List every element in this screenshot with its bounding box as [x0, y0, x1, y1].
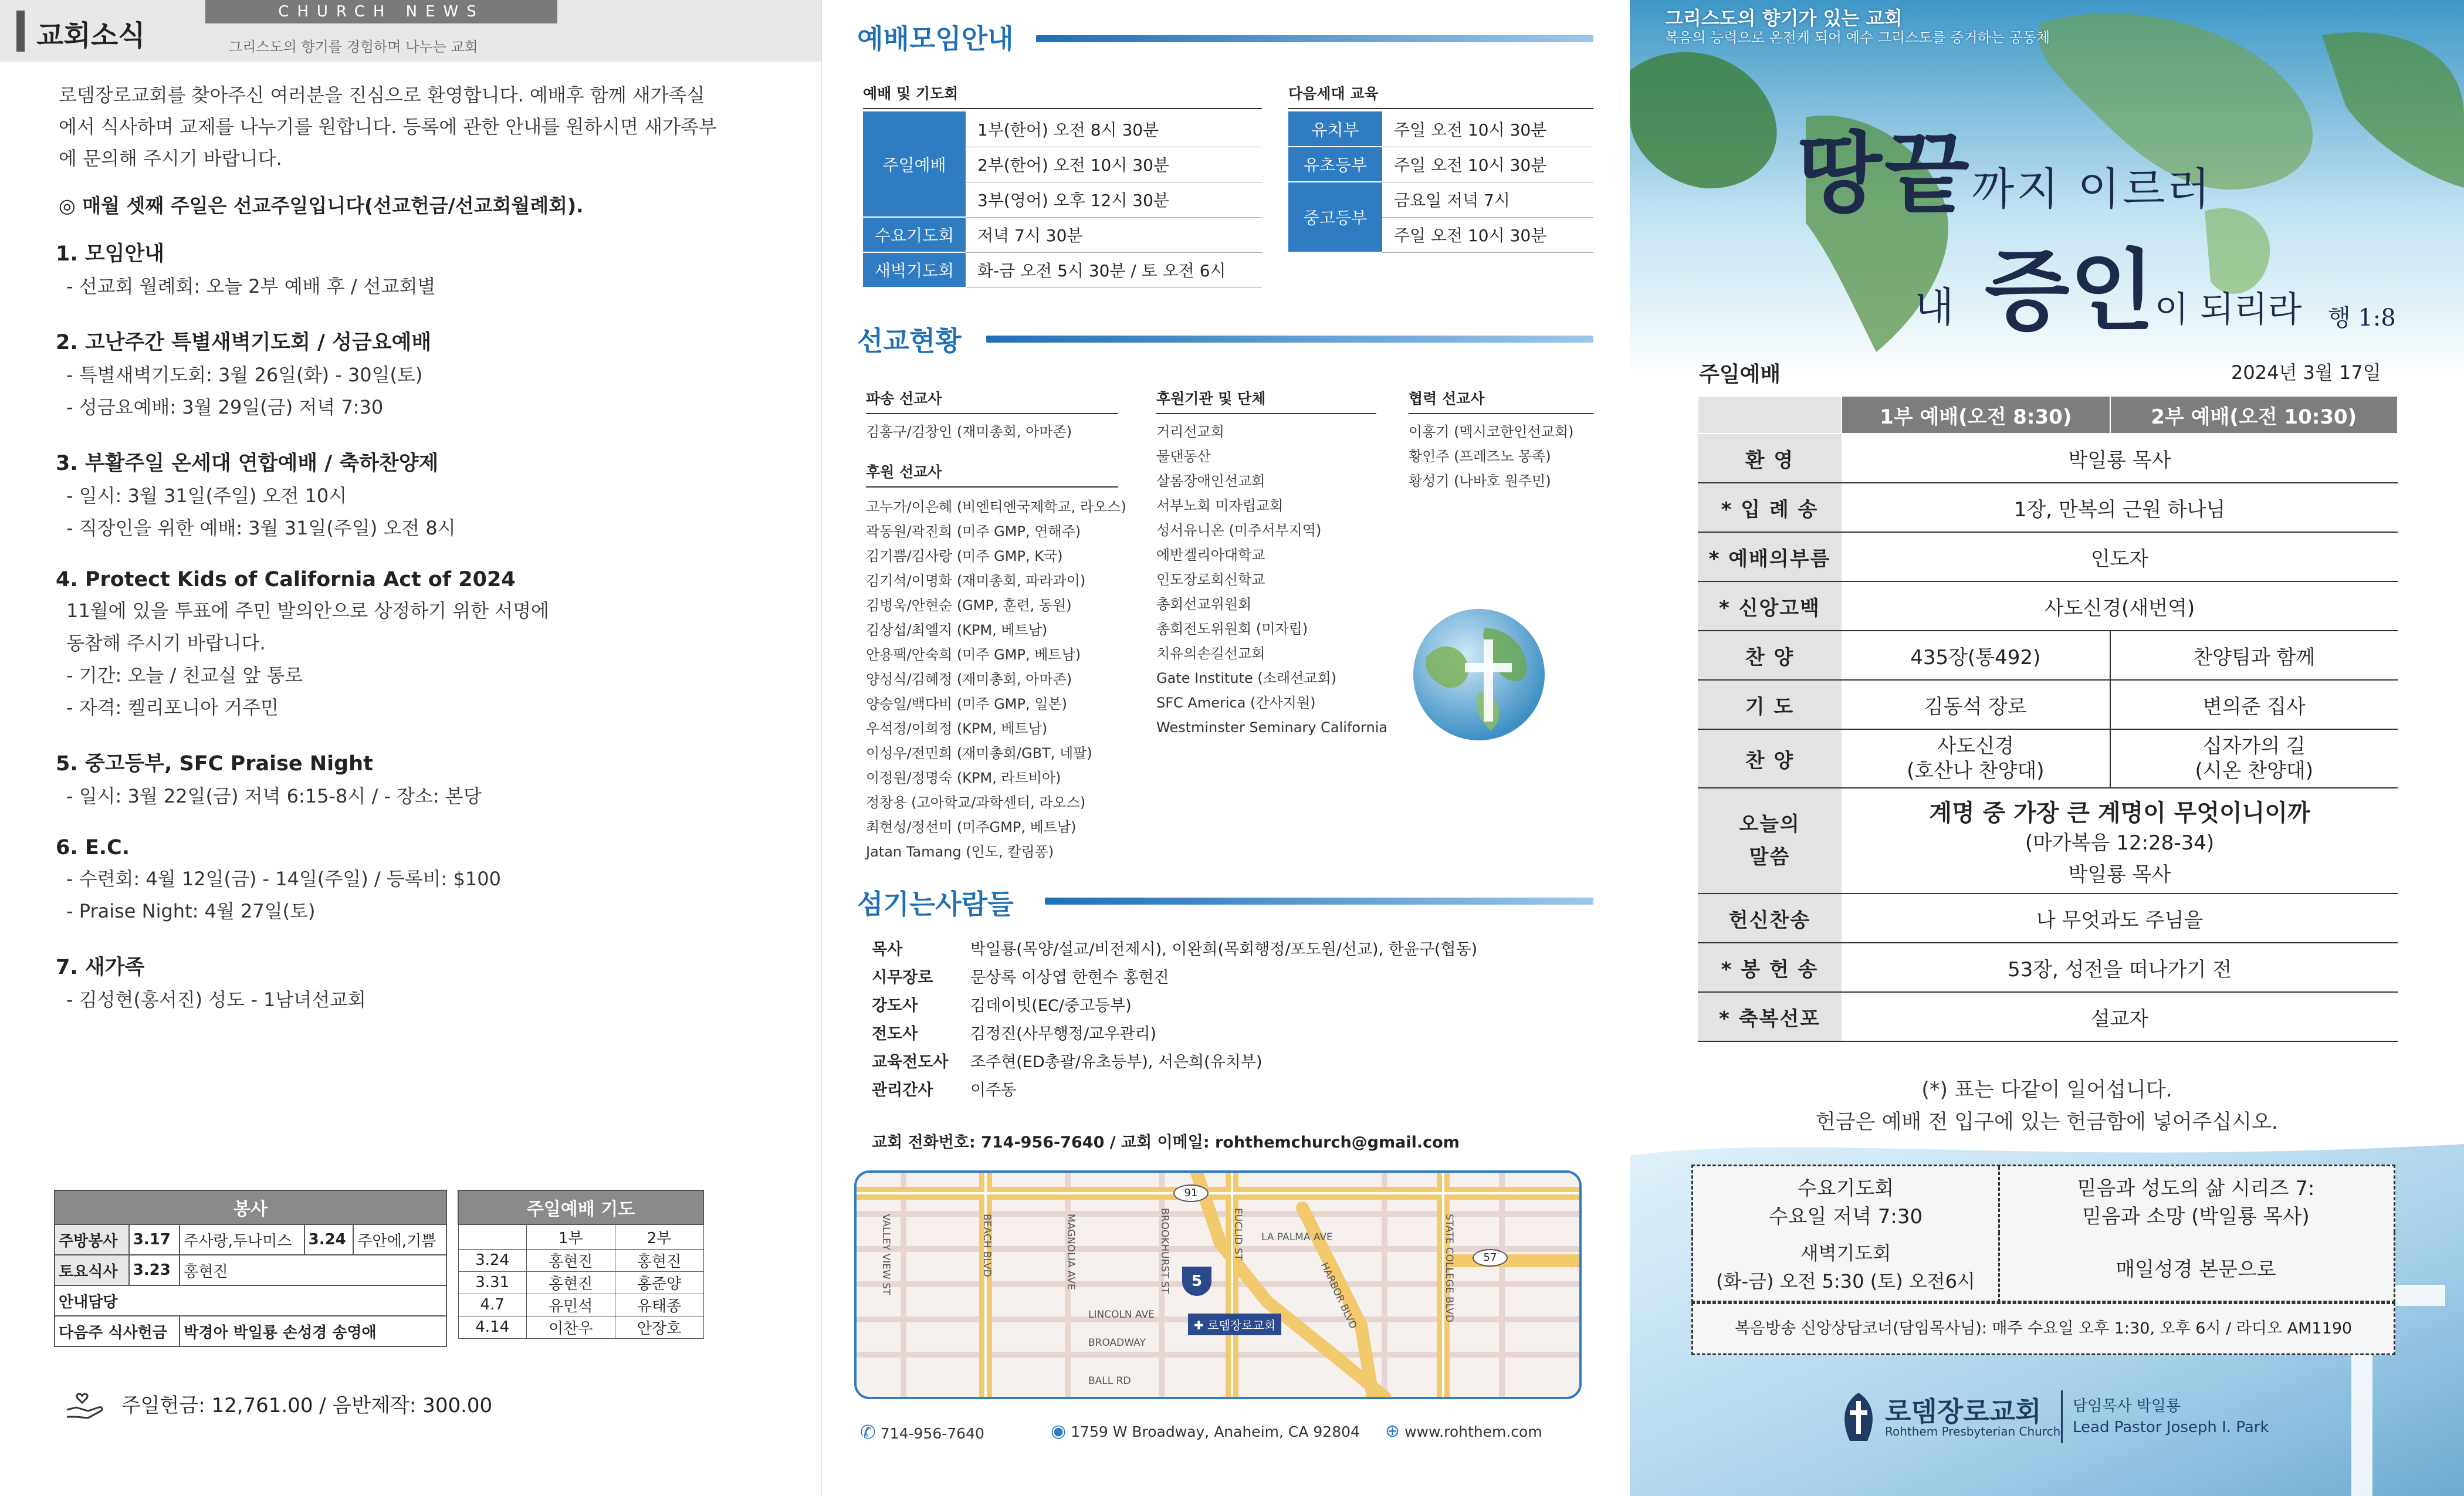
table-row — [55, 1285, 446, 1316]
order-item-value: 변의준 집사 — [2110, 680, 2398, 729]
list-item: 에반겔리아대학교 — [1156, 547, 1265, 563]
list-item: 김병욱/안현순 (GMP, 훈련, 동원) — [866, 597, 1072, 614]
list-item: 김홍구/김창인 (재미총회, 아마존) — [866, 424, 1072, 440]
table-cell: 3.24 — [458, 1249, 526, 1271]
list-item: 거리선교회 — [1156, 424, 1224, 440]
mission-title: 선교현황 — [857, 325, 962, 357]
partner-missionaries-head: 협력 선교사 — [1409, 387, 1593, 414]
list-item: 우석정/이희정 (KPM, 베트남) — [866, 720, 1048, 737]
church-marker-label: 로뎀장로교회 — [1207, 1318, 1276, 1332]
first-service-header: 1부 예배(오전 8:30) — [1842, 396, 2110, 434]
route-57-shield: 57 — [1473, 1249, 1508, 1267]
street-label: BEACH BLVD — [981, 1214, 993, 1277]
route-91-shield: 91 — [1173, 1184, 1209, 1202]
news-item — [56, 836, 760, 928]
news-title-en: CHURCH NEWS — [205, 0, 557, 23]
order-item-label: 찬 양 — [1698, 729, 1842, 788]
table-cell: 1부(한어) 오전 8시 30분 — [966, 111, 1262, 147]
table-cell: 새벽기도회 — [863, 252, 966, 287]
list-item: 정창용 (고아학교/과학센터, 라오스) — [866, 794, 1086, 811]
service-table — [54, 1190, 447, 1347]
calligraphy-word: 내 — [1914, 283, 1954, 331]
table-row — [55, 1316, 446, 1346]
table-row — [458, 1271, 703, 1294]
church-contact: 교회 전화번호: 714-956-7640 / 교회 이메일: rohthemchurch@gmail.com — [872, 1133, 1460, 1152]
table-cell: 4.14 — [458, 1316, 526, 1338]
table-cell: 3.31 — [458, 1271, 526, 1294]
website-text: www.rohthem.com — [1404, 1423, 1542, 1440]
order-item-label: * 축복선포 — [1698, 992, 1842, 1041]
pastor-ko: 담임목사 박일룡 — [2073, 1397, 2181, 1415]
daily-bible: 매일성경 본문으로 — [2116, 1258, 2276, 1281]
list-item — [872, 964, 1477, 992]
table-cell: 주안에,기쁨 — [353, 1224, 446, 1255]
news-list — [56, 238, 760, 1040]
order-item-value: 박일룡 목사 — [1842, 434, 2398, 483]
order-item-value: 사도신경 (호산나 찬양대) — [1842, 729, 2110, 788]
order-item-value: 설교자 — [1842, 992, 2398, 1041]
table-row — [1698, 396, 2398, 434]
table-cell: 유민석 — [526, 1294, 615, 1316]
supporting-orgs-list — [1156, 419, 1387, 740]
table-row — [1288, 111, 1593, 147]
table-cell: 주일예배 — [863, 111, 966, 217]
tagline: 그리스도의 향기가 있는 교회 — [1665, 7, 1903, 29]
list-item — [872, 1048, 1477, 1077]
street-label: BROADWAY — [1088, 1337, 1146, 1349]
sermon-title: 계명 중 가장 큰 계명이 무엇이니이까 — [1929, 800, 2310, 827]
partner-missionaries-list — [1409, 419, 1573, 493]
list-item: Gate Institute (소래선교회) — [1156, 670, 1337, 686]
order-item-value: 1장, 만복의 근원 하나님 — [1842, 483, 2398, 532]
list-item: 물댄동산 — [1156, 448, 1211, 465]
prayer-table-title: 주일예배 기도 — [458, 1190, 703, 1224]
list-item: 양성식/김혜정 (재미총회, 아마존) — [866, 671, 1072, 688]
list-item: 총회전도위원회 (미자립) — [1156, 621, 1308, 637]
list-item: SFC America (간사지원) — [1156, 695, 1316, 711]
table-cell: 안내담당 — [55, 1285, 446, 1316]
location-map — [854, 1170, 1582, 1399]
staff-role: 전도사 — [872, 1025, 918, 1043]
offering-hand-icon — [65, 1392, 106, 1421]
title-rule — [1036, 35, 1593, 42]
staff-names: 김데이빗(EC/중고등부) — [970, 997, 1132, 1015]
staff-names: 문상록 이상엽 한현수 홍현진 — [970, 969, 1169, 987]
prayer-table — [458, 1190, 704, 1339]
table-cell: 홍현진 — [526, 1249, 615, 1271]
table-row — [1698, 680, 2398, 729]
calligraphy-word: 땅끝 — [1797, 122, 1972, 225]
order-item-value: 김동석 장로 — [1842, 680, 2110, 729]
table-cell: 3부(영어) 오후 12시 30분 — [966, 182, 1262, 217]
sermon-cell — [1842, 788, 2398, 893]
order-item-label: * 예배의부름 — [1698, 532, 1842, 581]
news-item — [56, 326, 760, 424]
offering-text: 주일헌금: 12,761.00 / 음반제작: 300.00 — [121, 1394, 493, 1417]
list-item: 최현성/정선미 (미주GMP, 베트남) — [866, 819, 1077, 835]
table-cell: 홍현진 — [526, 1271, 615, 1294]
staff-list — [872, 936, 1477, 1105]
location-pin-icon: ◉ — [1051, 1421, 1067, 1441]
wednesday-prayer — [1693, 1175, 1998, 1231]
table-cell: 주일 오전 10시 30분 — [1382, 111, 1593, 147]
staff-role: 시무장로 — [872, 969, 933, 987]
education-schedule-table — [1288, 111, 1593, 253]
table-cell: 2부(한어) 오전 10시 30분 — [966, 147, 1262, 182]
table-cell: 이찬우 — [526, 1316, 615, 1338]
event-detail: 믿음과 소망 (박일룡 목사) — [2082, 1205, 2310, 1228]
staff-names: 박일룡(목양/설교/비전제시), 이완희(목회행정/포도원/선교), 한윤구(협동) — [970, 940, 1478, 959]
list-item — [872, 1077, 1477, 1105]
table-row — [1698, 483, 2398, 532]
news-item-title: 4. Protect Kids of California Act of 2024 — [56, 568, 516, 591]
staff-names: 조주현(ED총괄/유초등부), 서은희(유치부) — [970, 1053, 1263, 1071]
service-table-title: 봉사 — [55, 1190, 446, 1224]
address-text: 1759 W Broadway, Anaheim, CA 92804 — [1071, 1423, 1360, 1440]
news-line: - 자격: 켈리포니아 거주민 — [66, 696, 279, 719]
footer-address — [1051, 1421, 1360, 1441]
second-service-header: 2부 예배(오전 10:30) — [2110, 396, 2398, 434]
table-cell: 유태종 — [615, 1294, 703, 1316]
table-cell: 3.24 — [304, 1224, 354, 1255]
table-cell: 저녁 7시 30분 — [966, 217, 1262, 252]
staff-role: 목사 — [872, 940, 903, 959]
table-row — [458, 1249, 703, 1271]
news-line: - 기간: 오늘 / 친교실 앞 통로 — [66, 664, 303, 686]
order-item-value: 53장, 성전을 떠나가기 전 — [1842, 943, 2398, 992]
news-item-title: 3. 부활주일 온세대 연합예배 / 축하찬양제 — [56, 452, 439, 475]
worship-label: 주일예배 — [1699, 363, 1781, 387]
list-item: Westminster Seminary California — [1156, 719, 1388, 736]
list-item: Jatan Tamang (인도, 칼림퐁) — [866, 844, 1054, 860]
church-marker — [1188, 1314, 1281, 1335]
list-item: 김기석/이명화 (재미총회, 파라과이) — [866, 573, 1086, 589]
table-row — [863, 252, 1262, 287]
news-item — [56, 747, 760, 813]
street-label: VALLEY VIEW ST — [880, 1214, 892, 1295]
bulletin-cover-panel — [1630, 0, 2464, 1496]
news-item-title: 2. 고난주간 특별새벽기도회 / 성금요예배 — [56, 331, 432, 354]
news-item-title: 7. 새가족 — [56, 956, 145, 979]
news-line: - 수련회: 4월 12일(금) - 14일(주일) / 등록비: $100 — [66, 868, 501, 890]
list-item: 이홍기 (멕시코한인선교회) — [1409, 424, 1574, 440]
church-name-ko: 로뎀장로교회 — [1885, 1396, 2042, 1427]
list-item: 치유의손길선교회 — [1156, 645, 1265, 662]
table-cell: 수요기도회 — [863, 217, 966, 252]
table-row — [1698, 581, 2398, 631]
table-cell: 박경아 박일룡 손성경 송영애 — [180, 1316, 446, 1346]
news-line: - 성금요예배: 3월 29일(금) 저녁 7:30 — [66, 396, 384, 418]
street-label: HARBOR BLVD — [1318, 1261, 1359, 1331]
list-item: 황인주 (프레즈노 몽족) — [1409, 448, 1551, 465]
list-item: 살롬장애인선교회 — [1156, 473, 1265, 489]
table-row — [863, 217, 1262, 252]
list-item — [872, 992, 1477, 1020]
church-name-en: Rohthem Presbyterian Church — [1885, 1424, 2061, 1439]
staff-names: 이주동 — [970, 1081, 1017, 1099]
table-row — [1698, 434, 2398, 483]
list-item: 안용팩/안숙희 (미주 GMP, 베트남) — [866, 647, 1081, 663]
list-item: 곽동원/곽진희 (미주 GMP, 연해주) — [866, 523, 1081, 540]
news-item-title: 6. E.C. — [56, 836, 130, 859]
staff-role: 교육전도사 — [872, 1053, 949, 1071]
table-cell: 3.17 — [129, 1224, 180, 1255]
table-cell: 유치부 — [1288, 111, 1382, 147]
calligraphy-word: 이 되리라 — [2154, 289, 2302, 330]
table-cell: 다음주 식사헌금 — [55, 1316, 180, 1346]
street-label: MAGNOLIA AVE — [1065, 1214, 1077, 1290]
list-item: 인도장로회신학교 — [1156, 571, 1265, 588]
staff-names: 김정진(사무행정/교우관리) — [970, 1025, 1157, 1043]
table-cell: 금요일 저녁 7시 — [1382, 182, 1593, 217]
list-item: 고누가/이은혜 (비엔티엔국제학교, 라오스) — [866, 499, 1126, 515]
list-item: 이정원/정명숙 (KPM, 라트비아) — [866, 770, 1061, 786]
news-line: 11월에 있을 투표에 주민 발의안으로 상정하기 위한 서명에 — [66, 600, 549, 622]
news-item — [56, 447, 760, 544]
order-item-label: * 신앙고백 — [1698, 581, 1842, 631]
table-cell: 1부 — [526, 1224, 615, 1249]
order-item-label: 오늘의 말씀 — [1698, 788, 1842, 893]
news-item — [56, 568, 760, 724]
news-title: 교회소식 — [36, 19, 145, 52]
mission-sunday-notice: ◎ 매월 셋째 주일은 선교주일입니다(선교헌금/선교회월례회). — [59, 194, 584, 217]
table-row — [1288, 182, 1593, 217]
table-cell — [1698, 396, 1842, 434]
table-row — [1698, 631, 2398, 680]
offering-note: 헌금은 예배 전 입구에 있는 헌금함에 넣어주십시오. — [1816, 1111, 2278, 1134]
order-of-worship-table — [1697, 395, 2398, 1042]
education-head: 다음세대 교육 — [1288, 82, 1593, 109]
list-item — [872, 1020, 1477, 1048]
news-line: - 일시: 3월 31일(주일) 오전 10시 — [66, 485, 347, 507]
phone-icon: ✆ — [860, 1421, 876, 1443]
table-row — [1698, 788, 2398, 893]
news-line: - 김성현(홍서진) 성도 - 1남녀선교회 — [66, 989, 366, 1011]
table-cell: 중고등부 — [1288, 182, 1382, 252]
street-label: EUCLID ST — [1232, 1208, 1244, 1261]
table-row — [863, 111, 1262, 147]
list-item: 이성우/전민희 (재미총회/GBT, 네팔) — [866, 745, 1092, 761]
news-subtitle: 그리스도의 향기를 경험하며 나누는 교회 — [229, 39, 478, 55]
pastor-en: Lead Pastor Joseph I. Park — [2073, 1419, 2269, 1436]
street-label: BALL RD — [1088, 1375, 1131, 1387]
sent-missionaries-list — [866, 419, 1072, 444]
table-row — [1288, 147, 1593, 182]
order-item-value: 사도신경(새번역) — [1842, 581, 2398, 631]
table-cell: 홍현진 — [180, 1255, 446, 1285]
table-row — [1698, 729, 2398, 788]
order-item-value: 나 무엇과도 주님을 — [1842, 893, 2398, 943]
phone-text: 714-956-7640 — [880, 1425, 984, 1442]
supported-missionaries-head: 후원 선교사 — [866, 461, 1118, 488]
staff-role: 관리간사 — [872, 1081, 933, 1099]
table-row — [55, 1255, 446, 1285]
news-line: - 선교회 월례회: 오늘 2부 예배 후 / 선교회별 — [66, 275, 436, 297]
news-item — [56, 951, 760, 1016]
table-cell: 3.23 — [129, 1255, 180, 1285]
church-emblem-icon — [1838, 1390, 1879, 1443]
table-cell: 2부 — [615, 1224, 703, 1249]
news-line: - 직장인을 위한 예배: 3월 31일(주일) 오전 8시 — [66, 517, 456, 539]
title-rule — [1045, 898, 1593, 905]
table-cell: 홍준양 — [615, 1271, 703, 1294]
church-news-panel — [0, 0, 821, 1496]
table-row — [458, 1316, 703, 1338]
list-item: 김기쁨/김사랑 (미주 GMP, K국) — [866, 548, 1063, 564]
welcome-text: 로뎀장로교회를 찾아주신 여러분을 진심으로 환영합니다. 예배후 함께 새가족실에서 식사하며 교제를 나누기를 원합니다. 등록에 관한 안내를 원하시면 새가족부에 문의해 주시기 바랍니다. — [59, 84, 717, 170]
table-cell: 주일 오전 10시 30분 — [1382, 217, 1593, 252]
footer-website[interactable] — [1385, 1421, 1542, 1441]
table-cell: 토요식사 — [55, 1255, 129, 1285]
footer-phone[interactable] — [860, 1421, 984, 1443]
worship-info-panel — [821, 0, 1630, 1496]
worship-info-title: 예배모임안내 — [857, 23, 1014, 55]
sermon-reference: (마가복음 12:28-34) — [2025, 831, 2215, 855]
table-cell: 주일 오전 10시 30분 — [1382, 147, 1593, 182]
table-cell: 화-금 오전 5시 30분 / 토 오전 6시 — [966, 252, 1262, 287]
street-label: LINCOLN AVE — [1088, 1309, 1155, 1321]
calligraphy-word: 까지 이르러 — [1971, 163, 2212, 215]
list-item: 성서유니온 (미주서부지역) — [1156, 522, 1322, 539]
news-line: 동참해 주시기 바랍니다. — [66, 632, 266, 654]
order-item-label: 헌신찬송 — [1698, 893, 1842, 943]
table-cell: 4.7 — [458, 1294, 526, 1316]
event-title: 수요기도회 — [1797, 1177, 1894, 1200]
list-item: 서부노회 미자립교회 — [1156, 497, 1284, 514]
news-item-title: 1. 모임안내 — [56, 242, 165, 266]
order-item-label: * 입 례 송 — [1698, 483, 1842, 532]
radio-broadcast: 복음방송 신앙상담코너(담임목사님): 매주 수요일 오후 1:30, 오후 6시 / 라디오 AM1190 — [1691, 1302, 2395, 1355]
news-line: - 특별새벽기도회: 3월 26일(화) - 30일(토) — [66, 364, 423, 386]
supporting-orgs-head: 후원기관 및 단체 — [1156, 387, 1376, 414]
news-header — [0, 0, 821, 62]
table-row — [1698, 893, 2398, 943]
order-item-label: * 봉 헌 송 — [1698, 943, 1842, 992]
staff-role: 강도사 — [872, 997, 918, 1015]
sermon-series — [1998, 1175, 2394, 1231]
order-item-value: 십자가의 길 (시온 찬양대) — [2110, 729, 2398, 788]
list-item: 총회선교위원회 — [1156, 596, 1252, 612]
interstate-5-shield: 5 — [1182, 1267, 1211, 1296]
calligraphy-line-2 — [1914, 220, 2302, 347]
divider — [2061, 1390, 2063, 1443]
worship-schedule-table — [863, 111, 1262, 288]
list-item: 김상섭/최엘지 (KPM, 베트남) — [866, 622, 1048, 638]
title-rule — [986, 336, 1593, 343]
event-title: 새벽기도회 — [1800, 1242, 1891, 1264]
hero-artwork — [1630, 0, 2464, 381]
order-item-label: 환 영 — [1698, 434, 1842, 483]
event-title: 믿음과 성도의 삶 시리즈 7: — [2077, 1177, 2315, 1200]
order-item-value: 인도자 — [1842, 532, 2398, 581]
table-row — [458, 1224, 703, 1249]
worship-date: 2024년 3월 17일 — [2231, 361, 2381, 384]
tagline-sub: 복음의 능력으로 온전케 되어 예수 그리스도를 증거하는 공동체 — [1665, 29, 2050, 46]
order-item-label: 찬 양 — [1698, 631, 1842, 680]
church-icon: ✚ — [1194, 1318, 1208, 1332]
globe-icon — [1409, 604, 1549, 745]
sermon-preacher: 박일룡 목사 — [2068, 863, 2171, 886]
street-label: BROOKHURST ST — [1159, 1208, 1170, 1294]
verse-reference: 행 1:8 — [2328, 304, 2396, 331]
table-row — [1698, 992, 2398, 1041]
table-cell: 안장호 — [615, 1316, 703, 1338]
news-item-title: 5. 중고등부, SFC Praise Night — [56, 752, 373, 776]
table-row — [55, 1224, 446, 1255]
table-cell: 주사랑,두나미스 — [180, 1224, 304, 1255]
dawn-prayer — [1693, 1239, 1998, 1295]
map-graphic — [857, 1173, 1579, 1397]
table-cell — [458, 1224, 526, 1249]
table-cell: 홍현진 — [615, 1249, 703, 1271]
table-row — [458, 1294, 703, 1316]
sent-missionaries-head: 파송 선교사 — [866, 387, 1118, 414]
news-item — [56, 238, 760, 303]
standing-note: (*) 표는 다같이 일어섭니다. — [1921, 1078, 2172, 1102]
header-mark — [16, 11, 25, 52]
staff-title: 섬기는사람들 — [857, 888, 1014, 920]
table-cell: 유초등부 — [1288, 147, 1382, 182]
worship-prayer-head: 예배 및 기도회 — [863, 82, 1262, 109]
order-item-label: 기 도 — [1698, 680, 1842, 729]
list-item: 황성기 (나바호 원주민) — [1409, 473, 1551, 489]
table-cell: 주방봉사 — [55, 1224, 129, 1255]
list-item: 양승일/백다비 (미주 GMP, 일본) — [866, 696, 1067, 712]
list-item — [872, 936, 1477, 964]
news-line: - Praise Night: 4월 27일(토) — [66, 900, 316, 922]
offering-total — [65, 1389, 492, 1421]
news-line: - 일시: 3월 22일(금) 저녁 6:15-8시 / - 장소: 본당 — [66, 785, 482, 807]
table-row — [1698, 532, 2398, 581]
order-item-value: 찬양팀과 함께 — [2110, 631, 2398, 680]
table-row — [1698, 943, 2398, 992]
event-time: (화-금) 오전 5:30 (토) 오전6시 — [1716, 1270, 1975, 1292]
supported-missionaries-list — [866, 495, 1126, 864]
events-box-lower — [1691, 1232, 2395, 1302]
calligraphy-line-1 — [1797, 103, 2212, 229]
event-time: 수요일 저녁 7:30 — [1768, 1205, 1923, 1228]
calligraphy-word: 증인 — [1984, 239, 2155, 343]
globe-web-icon: ⊕ — [1385, 1421, 1400, 1441]
street-label: STATE COLLEGE BLVD — [1443, 1214, 1455, 1322]
street-label: LA PALMA AVE — [1261, 1231, 1333, 1243]
order-item-value: 435장(통492) — [1842, 631, 2110, 680]
